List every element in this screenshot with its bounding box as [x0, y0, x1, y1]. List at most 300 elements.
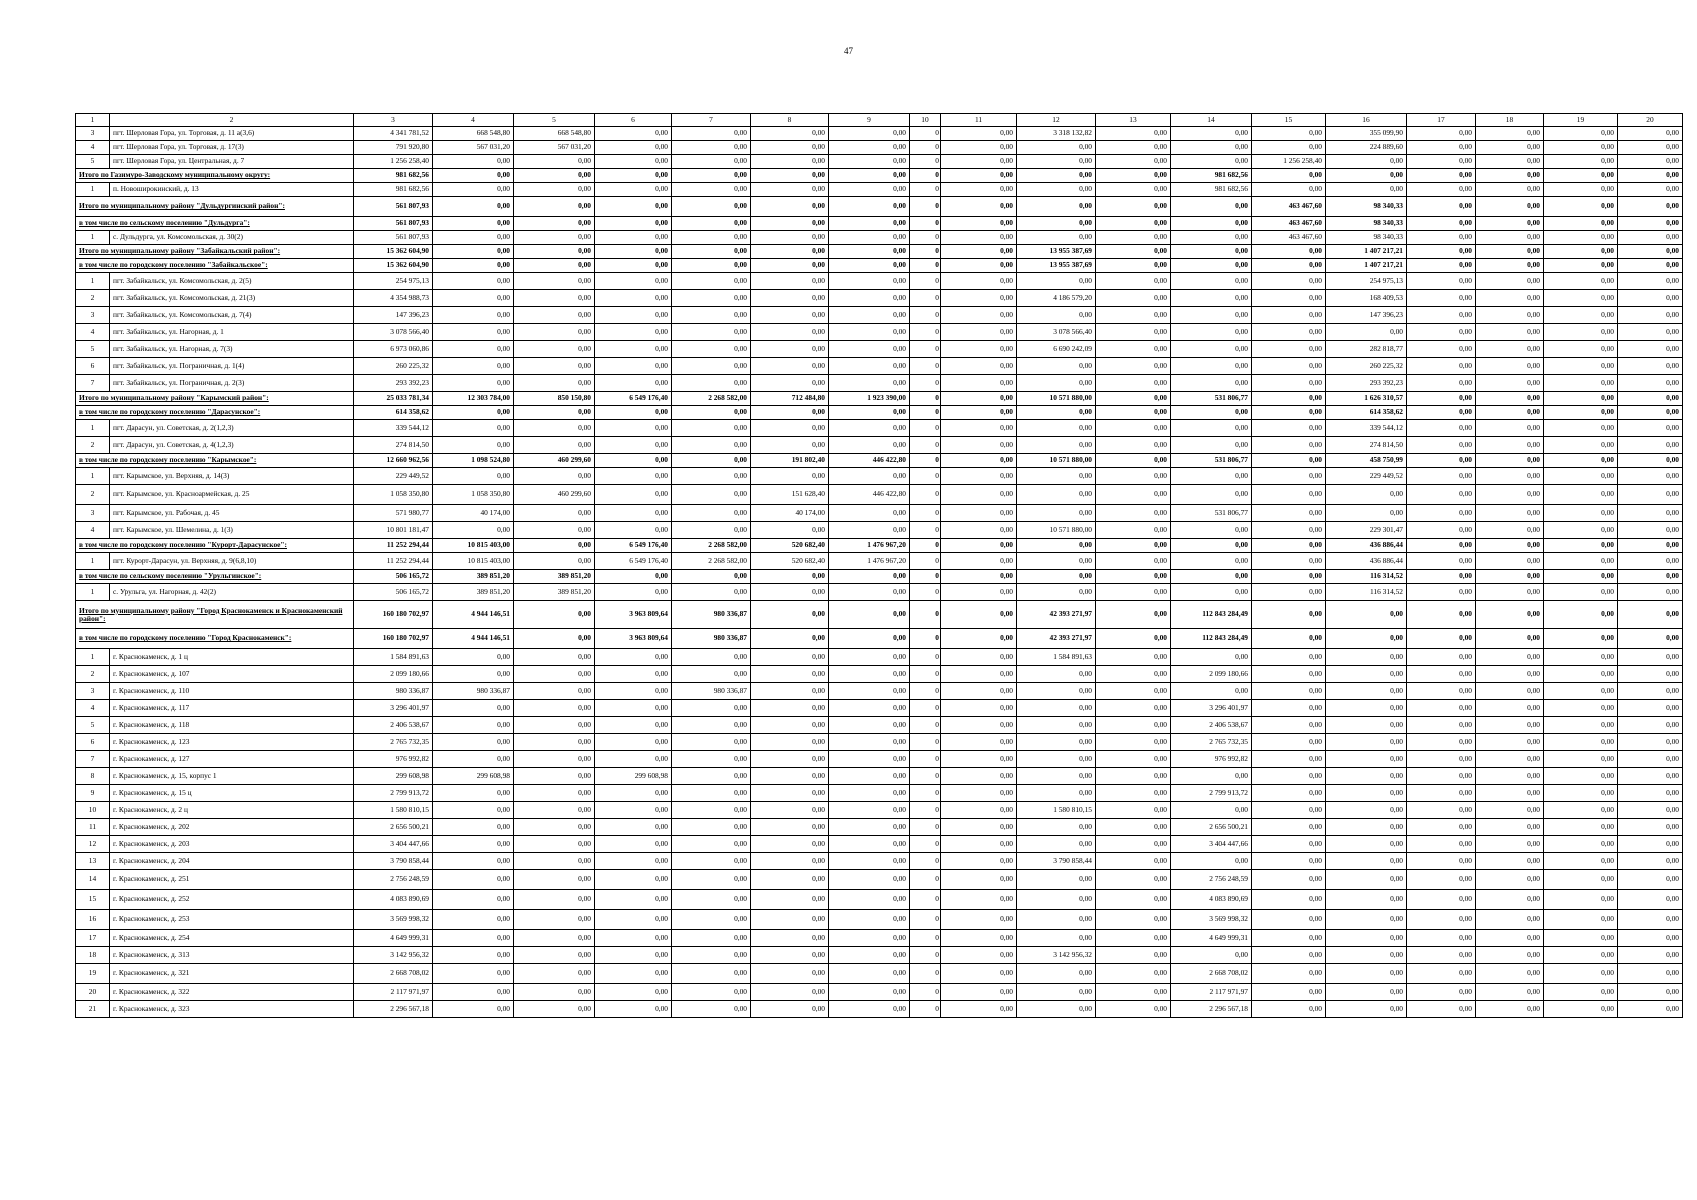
value-cell: 0,00	[829, 947, 910, 964]
row-number: 12	[76, 836, 110, 853]
table-row	[76, 819, 1683, 836]
value-cell: 0,00	[1326, 717, 1407, 734]
value-cell: 0,00	[514, 947, 595, 964]
address-cell: с. Дульдурга, ул. Комсомольская, д. 30(2)	[110, 231, 354, 245]
value-cell: 0,00	[1476, 947, 1544, 964]
value-cell: 0,00	[1407, 930, 1476, 947]
value-cell: 0,00	[1407, 169, 1476, 183]
value-cell: 0,00	[1544, 853, 1618, 870]
value-cell: 561 807,93	[354, 231, 433, 245]
value-cell: 0,00	[1476, 570, 1544, 584]
value-cell: 147 396,23	[354, 307, 433, 324]
address-cell: пгт. Забайкальск, ул. Комсомольская, д. 7(4)	[110, 307, 354, 324]
value-cell: 0,00	[1096, 169, 1171, 183]
value-cell: 981 682,56	[1171, 183, 1252, 197]
value-cell: 0,00	[1096, 155, 1171, 169]
value-cell: 0,00	[941, 666, 1017, 683]
address-cell: пгт. Карымское, ул. Красноармейская, д. 25	[110, 485, 354, 505]
value-cell: 3 142 956,32	[1017, 947, 1096, 964]
value-cell: 0,00	[514, 870, 595, 890]
address-cell: пгт. Забайкальск, ул. Комсомольская, д. 2(5)	[110, 273, 354, 290]
value-cell: 0,00	[1096, 259, 1171, 273]
value-cell: 0,00	[1618, 947, 1683, 964]
value-cell: 0	[910, 468, 941, 485]
value-cell: 0,00	[595, 375, 672, 392]
table-row	[76, 324, 1683, 341]
value-cell: 0,00	[1544, 420, 1618, 437]
value-cell: 0,00	[514, 964, 595, 984]
value-cell: 1 580 810,15	[354, 802, 433, 819]
row-number: 5	[76, 717, 110, 734]
value-cell: 0,00	[941, 717, 1017, 734]
value-cell: 0,00	[1544, 505, 1618, 522]
address-cell: пгт. Дарасун, ул. Советская, д. 2(1,2,3)	[110, 420, 354, 437]
value-cell: 0,00	[1544, 584, 1618, 601]
value-cell: 0,00	[1096, 358, 1171, 375]
value-cell: 0,00	[1017, 485, 1096, 505]
value-cell: 15 362 604,90	[354, 259, 433, 273]
value-cell: 0,00	[1618, 197, 1683, 217]
value-cell: 299 608,98	[595, 768, 672, 785]
value-cell: 0,00	[1171, 947, 1252, 964]
address-cell: пгт. Курорт-Дарасун, ул. Верхняя, д. 9(6,8,10)	[110, 553, 354, 570]
value-cell: 0,00	[751, 437, 829, 454]
value-cell: 0,00	[595, 454, 672, 468]
value-cell: 0	[910, 259, 941, 273]
value-cell: 614 358,62	[354, 406, 433, 420]
value-cell: 0,00	[1407, 217, 1476, 231]
value-cell: 0	[910, 324, 941, 341]
value-cell: 0,00	[751, 307, 829, 324]
value-cell: 0,00	[1252, 629, 1326, 649]
value-cell: 0,00	[1017, 683, 1096, 700]
value-cell: 0,00	[941, 169, 1017, 183]
column-number-cell: 15	[1252, 114, 1326, 127]
value-cell: 151 628,40	[751, 485, 829, 505]
value-cell: 0,00	[829, 910, 910, 930]
value-cell: 0,00	[829, 700, 910, 717]
subtotal-label: Итого по Газимуро-Заводскому муниципальному округу:	[76, 169, 354, 183]
value-cell: 0,00	[1407, 392, 1476, 406]
value-cell: 0,00	[514, 601, 595, 629]
value-cell: 0,00	[1544, 930, 1618, 947]
value-cell: 0,00	[751, 290, 829, 307]
subtotal-label: в том числе по городскому поселению "Курорт-Дарасунское":	[76, 539, 354, 553]
value-cell: 0,00	[1618, 910, 1683, 930]
value-cell: 0,00	[1618, 358, 1683, 375]
value-cell: 0,00	[1407, 454, 1476, 468]
value-cell: 2 765 732,35	[354, 734, 433, 751]
value-cell: 0,00	[433, 155, 514, 169]
value-cell: 0,00	[1017, 375, 1096, 392]
value-cell: 0,00	[1096, 683, 1171, 700]
value-cell: 0	[910, 802, 941, 819]
value-cell: 2 656 500,21	[1171, 819, 1252, 836]
value-cell: 0,00	[941, 420, 1017, 437]
value-cell: 0,00	[829, 734, 910, 751]
value-cell: 0,00	[829, 751, 910, 768]
value-cell: 339 544,12	[354, 420, 433, 437]
value-cell: 0,00	[751, 700, 829, 717]
value-cell: 1 580 810,15	[1017, 802, 1096, 819]
value-cell: 0,00	[1618, 629, 1683, 649]
value-cell: 0,00	[1171, 522, 1252, 539]
value-cell: 0,00	[1017, 870, 1096, 890]
table-row	[76, 785, 1683, 802]
value-cell: 0,00	[1326, 819, 1407, 836]
value-cell: 0,00	[672, 169, 751, 183]
value-cell: 0,00	[1476, 437, 1544, 454]
row-number: 2	[76, 437, 110, 454]
value-cell: 1 058 350,80	[433, 485, 514, 505]
value-cell: 0	[910, 454, 941, 468]
subtotal-row	[76, 570, 1683, 584]
value-cell: 0,00	[1096, 553, 1171, 570]
value-cell: 0,00	[1407, 910, 1476, 930]
value-cell: 389 851,20	[433, 584, 514, 601]
value-cell: 0,00	[1407, 420, 1476, 437]
value-cell: 0,00	[433, 259, 514, 273]
value-cell: 0,00	[595, 437, 672, 454]
value-cell: 0,00	[1326, 629, 1407, 649]
subtotal-row	[76, 169, 1683, 183]
value-cell: 0,00	[1171, 358, 1252, 375]
value-cell: 0,00	[672, 910, 751, 930]
value-cell: 0,00	[1618, 155, 1683, 169]
value-cell: 0,00	[1017, 553, 1096, 570]
value-cell: 0,00	[595, 307, 672, 324]
value-cell: 0,00	[1017, 785, 1096, 802]
value-cell: 0,00	[514, 183, 595, 197]
value-cell: 0,00	[941, 570, 1017, 584]
value-cell: 0,00	[672, 785, 751, 802]
value-cell: 0,00	[1618, 127, 1683, 141]
value-cell: 0,00	[1171, 341, 1252, 358]
table-body	[76, 114, 1683, 1018]
row-number: 11	[76, 819, 110, 836]
value-cell: 0,00	[433, 751, 514, 768]
value-cell: 0,00	[751, 734, 829, 751]
value-cell: 0,00	[672, 437, 751, 454]
table-row	[76, 183, 1683, 197]
value-cell: 0,00	[1096, 127, 1171, 141]
value-cell: 6 549 176,40	[595, 553, 672, 570]
value-cell: 436 886,44	[1326, 553, 1407, 570]
value-cell: 0,00	[1544, 324, 1618, 341]
value-cell: 0,00	[1618, 853, 1683, 870]
value-cell: 0,00	[829, 964, 910, 984]
value-cell: 460 299,60	[514, 454, 595, 468]
value-cell: 0,00	[1618, 273, 1683, 290]
value-cell: 0,00	[751, 273, 829, 290]
value-cell: 0,00	[595, 358, 672, 375]
value-cell: 0,00	[1252, 984, 1326, 1001]
row-number: 4	[76, 522, 110, 539]
value-cell: 299 608,98	[354, 768, 433, 785]
value-cell: 0,00	[1252, 890, 1326, 910]
value-cell: 0,00	[1252, 245, 1326, 259]
value-cell: 2 296 567,18	[354, 1001, 433, 1018]
value-cell: 0,00	[751, 245, 829, 259]
value-cell: 0,00	[941, 683, 1017, 700]
value-cell: 0,00	[941, 819, 1017, 836]
row-number: 14	[76, 870, 110, 890]
value-cell: 0,00	[1618, 454, 1683, 468]
value-cell: 0,00	[672, 947, 751, 964]
value-cell: 0,00	[433, 649, 514, 666]
value-cell: 0,00	[1326, 930, 1407, 947]
value-cell: 0,00	[672, 734, 751, 751]
value-cell: 0,00	[1252, 392, 1326, 406]
value-cell: 0,00	[1017, 358, 1096, 375]
value-cell: 0,00	[1252, 522, 1326, 539]
value-cell: 0,00	[433, 324, 514, 341]
value-cell: 0,00	[1618, 259, 1683, 273]
value-cell: 42 393 271,97	[1017, 601, 1096, 629]
table-row	[76, 307, 1683, 324]
table-row	[76, 127, 1683, 141]
value-cell: 0,00	[595, 522, 672, 539]
address-cell: г. Краснокаменск, д. 107	[110, 666, 354, 683]
table-row	[76, 437, 1683, 454]
value-cell: 0,00	[1171, 683, 1252, 700]
value-cell: 0,00	[829, 307, 910, 324]
value-cell: 0,00	[751, 910, 829, 930]
row-number: 1	[76, 584, 110, 601]
table-row	[76, 666, 1683, 683]
value-cell: 571 980,77	[354, 505, 433, 522]
value-cell: 0,00	[1476, 649, 1544, 666]
value-cell: 0	[910, 930, 941, 947]
value-cell: 1 407 217,21	[1326, 259, 1407, 273]
address-cell: г. Краснокаменск, д. 203	[110, 836, 354, 853]
value-cell: 0,00	[1476, 259, 1544, 273]
value-cell: 0,00	[672, 324, 751, 341]
value-cell: 0,00	[433, 947, 514, 964]
value-cell: 0,00	[672, 700, 751, 717]
value-cell: 0,00	[1171, 539, 1252, 553]
value-cell: 0,00	[1476, 802, 1544, 819]
value-cell: 0,00	[1544, 341, 1618, 358]
address-cell: г. Краснокаменск, д. 253	[110, 910, 354, 930]
address-cell: г. Краснокаменск, д. 251	[110, 870, 354, 890]
row-number: 5	[76, 341, 110, 358]
table-row	[76, 853, 1683, 870]
value-cell: 0,00	[1171, 127, 1252, 141]
value-cell: 0,00	[595, 127, 672, 141]
value-cell: 0,00	[1407, 785, 1476, 802]
value-cell: 0,00	[1017, 964, 1096, 984]
value-cell: 0,00	[1544, 231, 1618, 245]
value-cell: 3 963 809,64	[595, 629, 672, 649]
value-cell: 0,00	[1407, 358, 1476, 375]
row-number: 1	[76, 273, 110, 290]
value-cell: 0,00	[751, 406, 829, 420]
row-number: 9	[76, 785, 110, 802]
value-cell: 0,00	[1252, 930, 1326, 947]
value-cell: 254 975,13	[354, 273, 433, 290]
value-cell: 0,00	[1252, 870, 1326, 890]
value-cell: 0,00	[751, 127, 829, 141]
value-cell: 0,00	[1476, 324, 1544, 341]
row-number: 10	[76, 802, 110, 819]
value-cell: 0,00	[595, 505, 672, 522]
value-cell: 0,00	[941, 273, 1017, 290]
value-cell: 0,00	[829, 273, 910, 290]
value-cell: 0,00	[1544, 683, 1618, 700]
value-cell: 0,00	[595, 197, 672, 217]
row-number: 1	[76, 649, 110, 666]
value-cell: 274 814,50	[1326, 437, 1407, 454]
value-cell: 0	[910, 420, 941, 437]
value-cell: 0,00	[941, 539, 1017, 553]
row-number: 1	[76, 420, 110, 437]
value-cell: 567 031,20	[433, 141, 514, 155]
value-cell: 0,00	[514, 683, 595, 700]
value-cell: 0,00	[751, 890, 829, 910]
value-cell: 0,00	[1252, 768, 1326, 785]
value-cell: 0,00	[941, 155, 1017, 169]
value-cell: 0,00	[595, 964, 672, 984]
value-cell: 0,00	[433, 358, 514, 375]
value-cell: 0,00	[1476, 307, 1544, 324]
value-cell: 0,00	[1017, 1001, 1096, 1018]
value-cell: 0,00	[829, 984, 910, 1001]
value-cell: 0,00	[595, 947, 672, 964]
value-cell: 0,00	[1096, 649, 1171, 666]
value-cell: 0,00	[433, 290, 514, 307]
value-cell: 355 099,90	[1326, 127, 1407, 141]
table-row	[76, 930, 1683, 947]
value-cell: 0,00	[1618, 964, 1683, 984]
value-cell: 0	[910, 485, 941, 505]
address-cell: с. Урульга, ул. Нагорная, д. 42(2)	[110, 584, 354, 601]
column-number-cell: 11	[941, 114, 1017, 127]
value-cell: 10 571 880,00	[1017, 454, 1096, 468]
value-cell: 0,00	[1407, 245, 1476, 259]
value-cell: 0,00	[829, 802, 910, 819]
value-cell: 668 548,80	[514, 127, 595, 141]
column-number-cell: 1	[76, 114, 110, 127]
value-cell: 0,00	[433, 245, 514, 259]
value-cell: 0	[910, 155, 941, 169]
value-cell: 0,00	[1544, 870, 1618, 890]
value-cell: 0,00	[1326, 505, 1407, 522]
value-cell: 0,00	[1476, 890, 1544, 910]
value-cell: 0,00	[1252, 505, 1326, 522]
table-row	[76, 890, 1683, 910]
value-cell: 0,00	[1326, 324, 1407, 341]
value-cell: 0,00	[433, 1001, 514, 1018]
value-cell: 0,00	[751, 629, 829, 649]
value-cell: 0,00	[1544, 454, 1618, 468]
value-cell: 98 340,33	[1326, 197, 1407, 217]
value-cell: 0,00	[1017, 910, 1096, 930]
value-cell: 0,00	[941, 217, 1017, 231]
value-cell: 0,00	[751, 785, 829, 802]
value-cell: 0	[910, 785, 941, 802]
value-cell: 0,00	[1407, 819, 1476, 836]
value-cell: 0,00	[751, 183, 829, 197]
value-cell: 0,00	[1326, 802, 1407, 819]
value-cell: 260 225,32	[354, 358, 433, 375]
value-cell: 0,00	[1096, 584, 1171, 601]
value-cell: 0,00	[1407, 183, 1476, 197]
value-cell: 3 142 956,32	[354, 947, 433, 964]
value-cell: 98 340,33	[1326, 217, 1407, 231]
value-cell: 1 476 967,20	[829, 539, 910, 553]
address-cell: г. Краснокаменск, д. 117	[110, 700, 354, 717]
row-number: 13	[76, 853, 110, 870]
value-cell: 0,00	[1544, 649, 1618, 666]
value-cell: 0,00	[595, 273, 672, 290]
value-cell: 0	[910, 984, 941, 1001]
value-cell: 791 920,80	[354, 141, 433, 155]
value-cell: 0,00	[1407, 375, 1476, 392]
value-cell: 0,00	[1326, 649, 1407, 666]
value-cell: 0,00	[1252, 468, 1326, 485]
value-cell: 0,00	[1407, 141, 1476, 155]
value-cell: 0,00	[433, 802, 514, 819]
value-cell: 0,00	[1252, 127, 1326, 141]
value-cell: 0,00	[1252, 584, 1326, 601]
value-cell: 0,00	[941, 505, 1017, 522]
value-cell: 0,00	[1618, 802, 1683, 819]
row-number: 4	[76, 700, 110, 717]
value-cell: 0,00	[1618, 290, 1683, 307]
value-cell: 0,00	[514, 930, 595, 947]
value-cell: 0,00	[1096, 717, 1171, 734]
value-cell: 0,00	[1096, 964, 1171, 984]
value-cell: 0,00	[1618, 890, 1683, 910]
value-cell: 10 571 880,00	[1017, 392, 1096, 406]
value-cell: 0,00	[1407, 485, 1476, 505]
table-row	[76, 468, 1683, 485]
value-cell: 0,00	[751, 819, 829, 836]
value-cell: 0,00	[514, 358, 595, 375]
value-cell: 389 851,20	[514, 570, 595, 584]
value-cell: 0	[910, 273, 941, 290]
value-cell: 0,00	[1171, 802, 1252, 819]
value-cell: 0,00	[1326, 1001, 1407, 1018]
value-cell: 0,00	[1171, 324, 1252, 341]
row-number: 2	[76, 666, 110, 683]
value-cell: 0,00	[514, 169, 595, 183]
value-cell: 0,00	[1017, 984, 1096, 1001]
value-cell: 1 407 217,21	[1326, 245, 1407, 259]
value-cell: 0,00	[595, 155, 672, 169]
value-cell: 0,00	[829, 141, 910, 155]
value-cell: 0,00	[1252, 406, 1326, 420]
value-cell: 0,00	[1618, 836, 1683, 853]
value-cell: 2 799 913,72	[354, 785, 433, 802]
value-cell: 293 392,23	[1326, 375, 1407, 392]
value-cell: 0,00	[1618, 437, 1683, 454]
subtotal-label: Итого по муниципальному району "Город Краснокаменск и Краснокаменский район":	[76, 601, 354, 629]
value-cell: 0,00	[829, 183, 910, 197]
value-cell: 0,00	[1476, 375, 1544, 392]
value-cell: 0,00	[595, 290, 672, 307]
value-cell: 4 354 988,73	[354, 290, 433, 307]
row-number: 5	[76, 155, 110, 169]
value-cell: 0,00	[1544, 392, 1618, 406]
value-cell: 1 584 891,63	[1017, 649, 1096, 666]
value-cell: 0	[910, 290, 941, 307]
value-cell: 2 668 708,02	[354, 964, 433, 984]
value-cell: 0,00	[751, 259, 829, 273]
value-cell: 254 975,13	[1326, 273, 1407, 290]
value-cell: 0,00	[941, 375, 1017, 392]
